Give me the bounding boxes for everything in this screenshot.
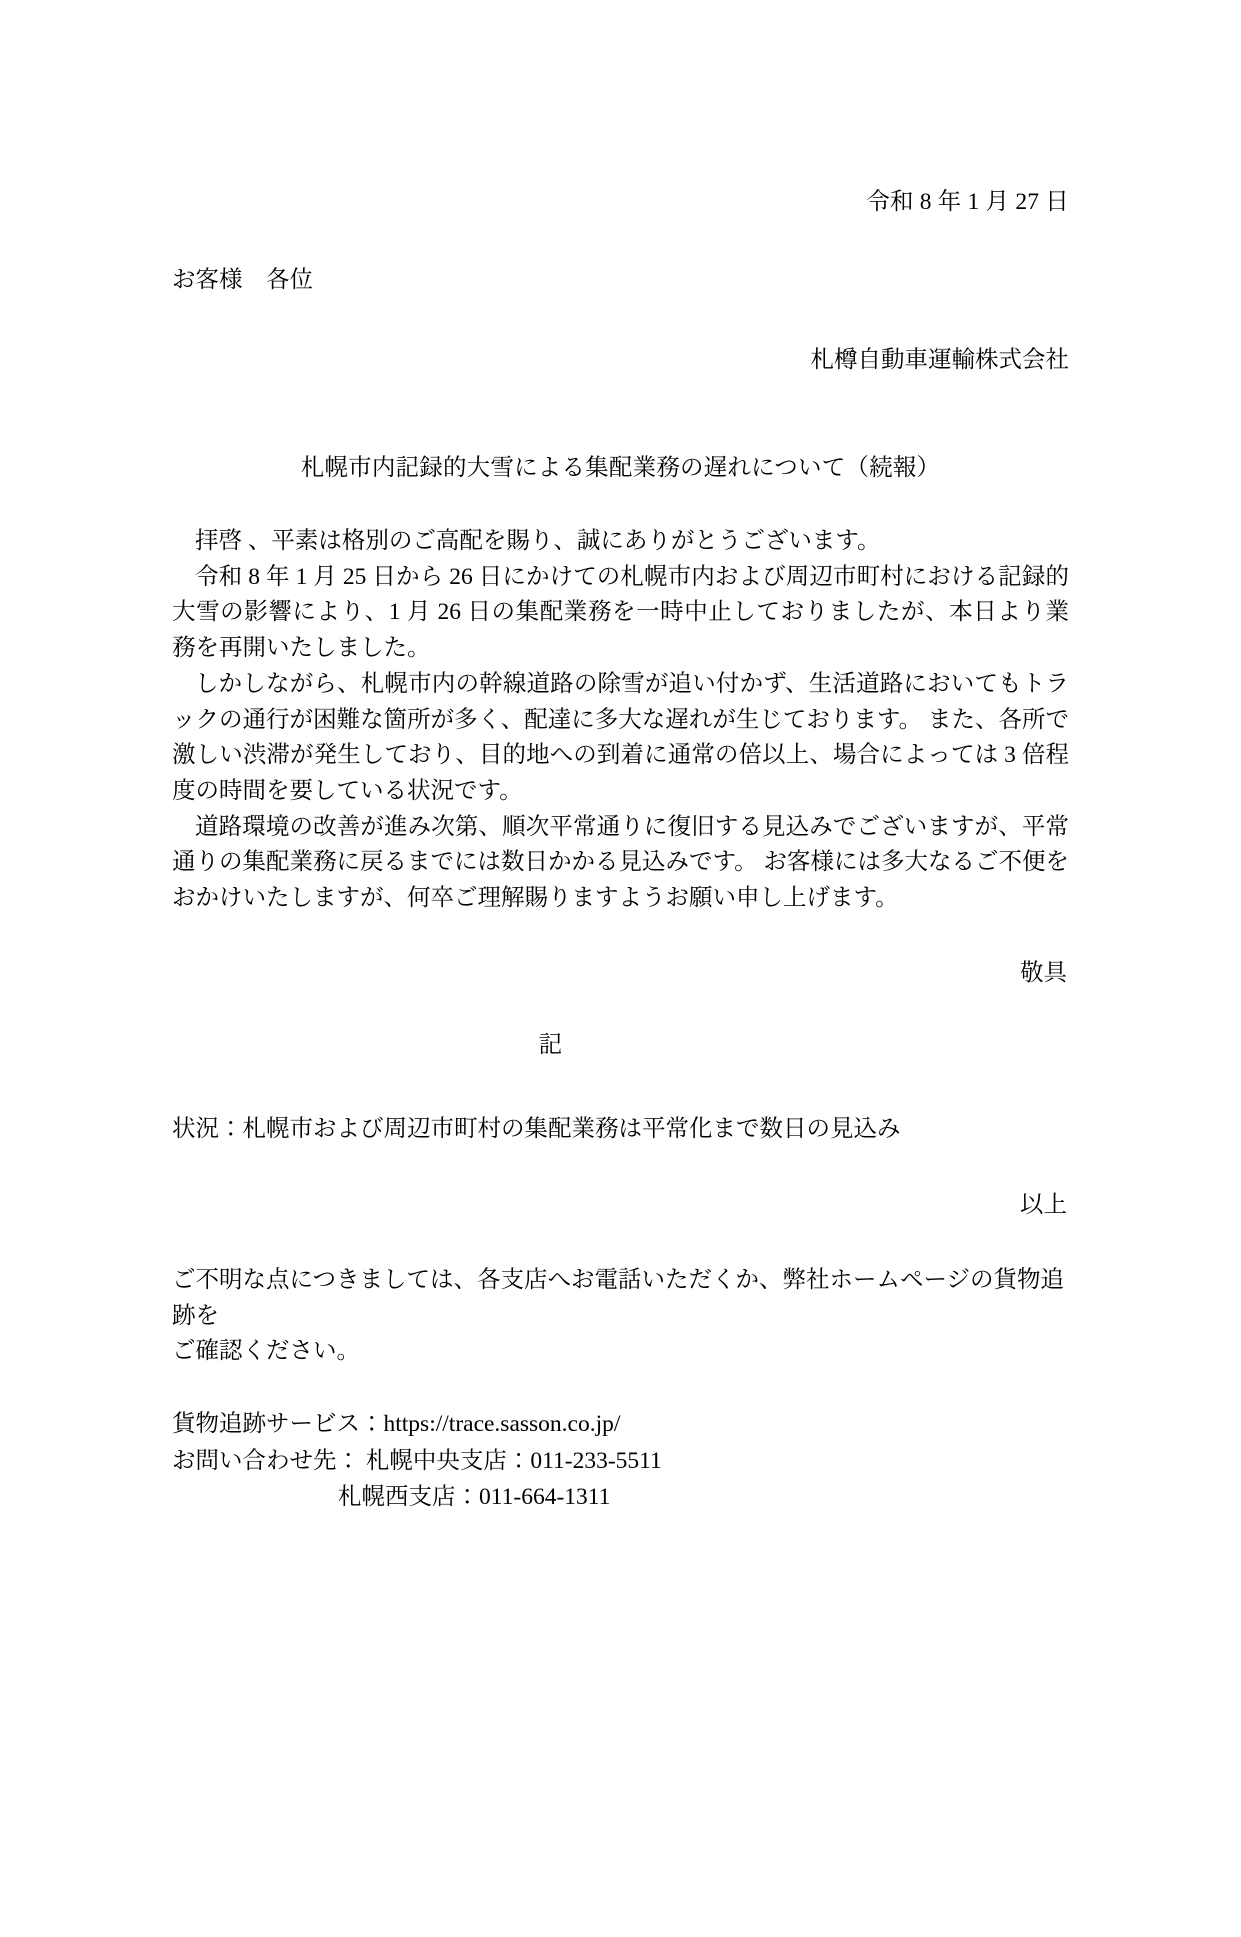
tracking-service-line: 貨物追跡サービス：https://trace.sasson.co.jp/ (172, 1411, 621, 1438)
contact-list (172, 1406, 1069, 1516)
contact-branch-line: 札幌西支店：011-664-1311 (338, 1484, 611, 1511)
body-text (172, 524, 1069, 917)
contact-intro-line: ご確認ください。 (172, 1338, 360, 1365)
body-paragraph: しかしながら、札幌市内の幹線道路の除雪が追い付かず、生活道路においてもトラックの通行が困難な箇所が多く、配達に多大な遅れが生じております。 また、各所で激しい渋滞が発生しており、目的地への到着に通常の倍以上、場合によっては 3 倍程度の時間を要している状況です。 (172, 670, 1069, 805)
contact-branch-line: お問い合わせ先： 札幌中央支店：011-233-5511 (172, 1447, 662, 1474)
contact-intro (172, 1263, 1069, 1370)
status-note: 状況：札幌市および周辺市町村の集配業務は平常化まで数日の見込み (172, 1115, 901, 1142)
sender-company: 札樽自動車運輸株式会社 (810, 347, 1069, 373)
addressee: お客様 各位 (172, 267, 313, 293)
contact-intro-line: ご不明な点につきましては、各支店へお電話いただくか、弊社ホームページの貨物追跡を (172, 1266, 1065, 1329)
kigo-mark: 記 (538, 1031, 563, 1058)
document-title: 札幌市内記録的大雪による集配業務の遅れについて（続報） (300, 455, 941, 481)
closing-salutation: 敬具 (1020, 959, 1067, 986)
body-paragraph: 道路環境の改善が進み次第、順次平常通りに復旧する見込みでございますが、平常通りの集配業務に戻るまでには数日かかる見込みです。 お客様には多大なるご不便をおかけいたしますが、何卒ご理解賜りますようお願い申し上げます。 (172, 813, 1069, 912)
ijou-mark: 以上 (1020, 1191, 1067, 1218)
document-date: 令和 8 年 1 月 27 日 (866, 189, 1069, 215)
body-paragraph: 拝啓 、平素は格別のご高配を賜り、誠にありがとうございます。 (195, 528, 881, 554)
document-page (0, 182, 1241, 1937)
body-paragraph: 令和 8 年 1 月 25 日から 26 日にかけての札幌市内および周辺市町村における記録的大雪の影響により、1 月 26 日の集配業務を一時中止しておりましたが、本日より業務を再開いたしました。 (172, 563, 1069, 662)
